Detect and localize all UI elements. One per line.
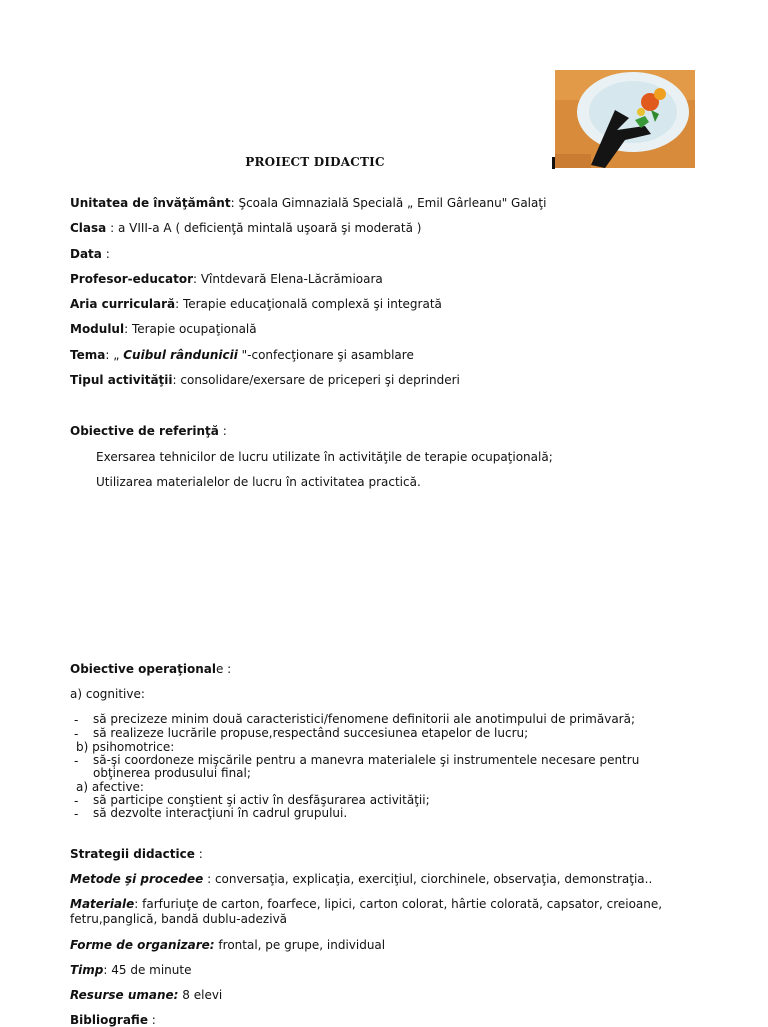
strategy-label: Metode şi procedee <box>70 872 204 886</box>
list-dash: - <box>74 807 79 821</box>
strategy-label: Timp <box>70 963 104 977</box>
field-label: Data <box>70 247 102 261</box>
ref-objective-item: Utilizarea materialelor de lucru în activitatea practică. <box>96 475 421 489</box>
cognitive-label: a) cognitive: <box>70 687 145 701</box>
strategy-value: : conversaţia, explicaţia, exerciţiul, ciorchinele, observaţia, demonstraţia.. <box>203 872 653 886</box>
strategy-materials <box>70 897 670 927</box>
field-value-suffix: "-confecţionare şi asamblare <box>237 348 414 362</box>
section-heading: Strategii didactice <box>70 847 195 861</box>
psychomotor-label: b) psihomotrice: <box>76 740 175 754</box>
field-label: Tipul activităţii <box>70 373 173 387</box>
affective-label: a) afective: <box>76 780 144 794</box>
field-label: Aria curriculară <box>70 297 176 311</box>
field-value: : a VIII-a A ( deficienţă mintală uşoară şi moderată ) <box>106 221 422 235</box>
strategy-methods <box>70 872 652 886</box>
field-teacher <box>70 272 383 286</box>
strategy-label: Forme de organizare: <box>70 938 215 952</box>
field-school <box>70 196 546 210</box>
document-title: PROIECT DIDACTIC <box>245 155 385 169</box>
list-dash: - <box>74 727 79 741</box>
field-value: : <box>101 247 110 261</box>
op-objectives-heading <box>70 662 231 676</box>
list-item-text: să dezvolte interacţiuni în cadrul grupului. <box>93 806 348 820</box>
strategy-value: frontal, pe grupe, individual <box>214 938 386 952</box>
craft-image <box>555 70 695 168</box>
field-value: : Terapie educaţională complexă şi integrată <box>175 297 442 311</box>
strategy-value: : 45 de minute <box>103 963 192 977</box>
field-label: Unitatea de învăţământ <box>70 196 231 210</box>
strategy-label: Resurse umane: <box>70 988 179 1002</box>
field-value: : consolidare/exersare de priceperi şi deprinderi <box>172 373 460 387</box>
field-label: Modulul <box>70 322 125 336</box>
strategy-value: 8 elevi <box>178 988 223 1002</box>
section-heading-suffix: : <box>194 847 203 861</box>
strategies-heading <box>70 847 203 861</box>
field-label: Clasa <box>70 221 107 235</box>
field-activity-type <box>70 373 460 387</box>
field-value: : Vîntdevară Elena-Lăcrămioara <box>192 272 383 286</box>
field-value-emphasis: Cuibul rândunicii <box>123 348 238 362</box>
strategy-value: : farfuriuţe de carton, foarfece, lipici, carton colorat, hârtie colorată, capsator, creioane, fetru,panglică, bandă dublu-adezivă <box>70 897 663 926</box>
strategy-value: : <box>147 1013 156 1027</box>
text-cursor-mark <box>552 157 555 169</box>
strategy-bibliography <box>70 1013 156 1027</box>
list-dash: - <box>74 794 79 808</box>
section-heading-suffix: : <box>218 424 227 438</box>
field-value-prefix: : „ <box>105 348 124 362</box>
strategy-label: Bibliografie <box>70 1013 148 1027</box>
field-theme <box>70 348 414 362</box>
ref-objectives-heading <box>70 424 227 438</box>
field-class <box>70 221 421 235</box>
list-item-text: să participe conştient şi activ în desfăşurarea activităţii; <box>93 793 430 807</box>
ref-objective-item: Exersarea tehnicilor de lucru utilizate în activităţile de terapie ocupaţională; <box>96 450 553 464</box>
strategy-label: Materiale <box>70 897 135 911</box>
field-label: Tema <box>70 348 106 362</box>
field-curricular-area <box>70 297 442 311</box>
craft-photo <box>555 70 695 168</box>
section-heading: Obiective operaţional <box>70 662 216 676</box>
section-heading-suffix: e : <box>215 662 232 676</box>
strategy-resources <box>70 988 222 1002</box>
strategy-forms <box>70 938 385 952</box>
field-label: Profesor-educator <box>70 272 193 286</box>
field-value: : Terapie ocupaţională <box>124 322 257 336</box>
section-heading: Obiective de referinţă <box>70 424 219 438</box>
strategy-time <box>70 963 191 977</box>
list-item-text: să realizeze lucrările propuse,respectând succesiunea etapelor de lucru; <box>93 726 529 740</box>
list-item-text: să precizeze minim două caracteristici/fenomene definitorii ale anotimpului de primăvară; <box>93 712 635 726</box>
list-dash: - <box>74 754 79 768</box>
field-module <box>70 322 257 336</box>
field-date <box>70 247 110 261</box>
list-item-text: să-şi coordoneze mişcările pentru a manevra materialele şi instrumentele necesare pentru obţinerea produsului final; <box>93 753 640 780</box>
list-dash: - <box>74 713 79 727</box>
field-value: : Şcoala Gimnazială Specială „ Emil Gârleanu" Galaţi <box>230 196 547 210</box>
